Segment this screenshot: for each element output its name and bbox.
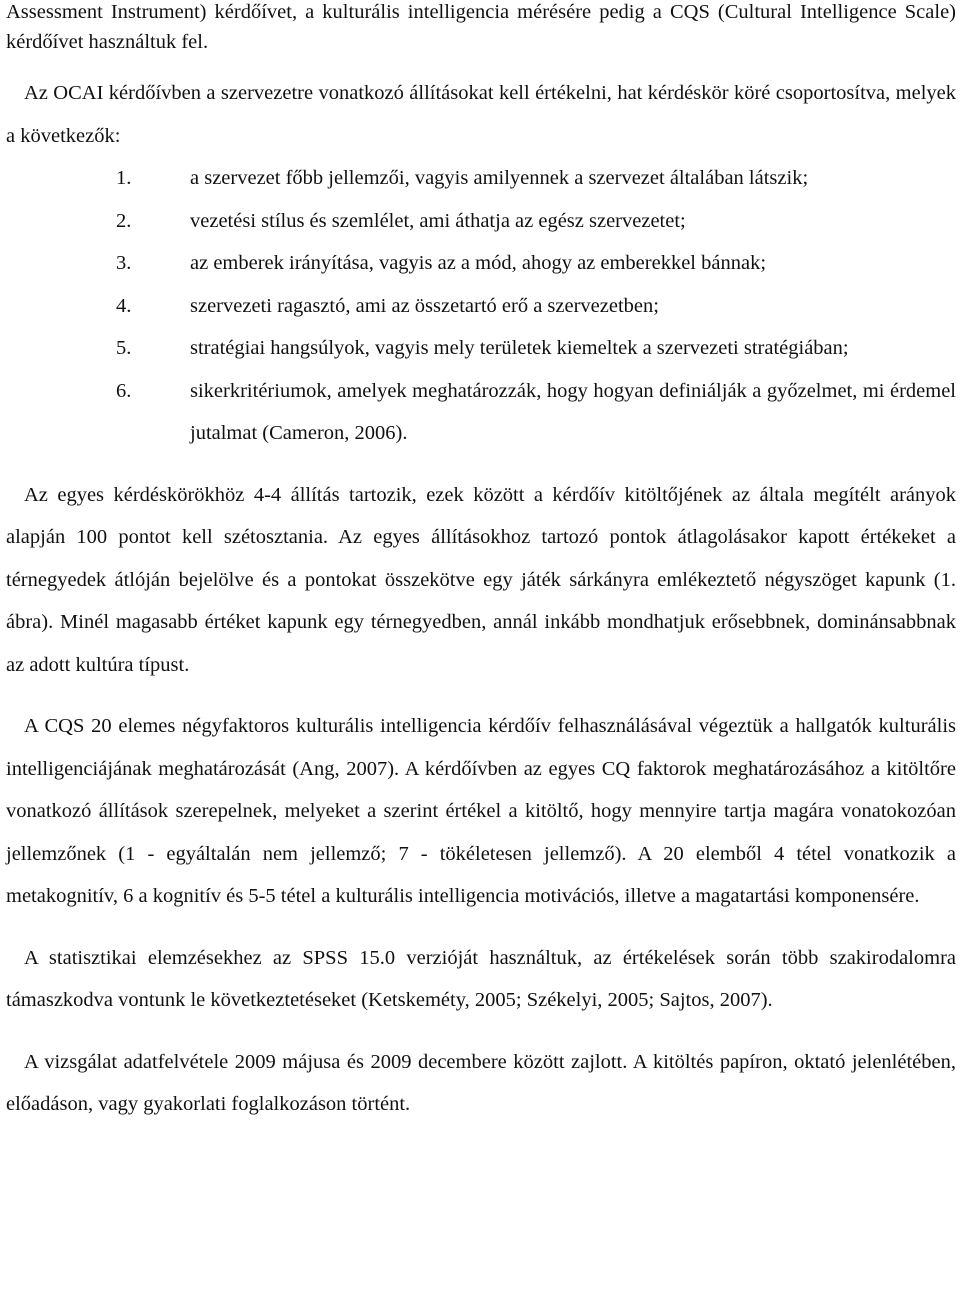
intro-paragraph: Assessment Instrument) kérdőívet, a kulturális intelligencia mérésére pedig a CQS (Cultural Intelligence Scale) kérdőívet használtuk fel. [6,1,956,53]
list-item-text: stratégiai hangsúlyok, vagyis mely területek kiemeltek a szervezeti stratégiában; [190,337,849,359]
list-item-number: 5. [116,337,132,359]
list-item [6,327,956,370]
list-item-number: 2. [116,209,132,232]
cqs-paragraph: A CQS 20 elemes négyfaktoros kulturális intelligencia kérdőív felhasználásával végeztük a hallgatók kulturális intelligenciájának meghatározását (Ang, 2007). A kérdőívben az egyes CQ faktorok meghatározásához a kitöltőre vonatkozó állítások szerepelnek, melyeket a szerint értékel a kitöltő, hogy mennyire tartja magára vonatokozóan jellemzőnek (1 - egyáltalán nem jellemző; 7 - tökéletesen jellemző). A 20 elemből 4 tétel vonatkozik a metakognitív, 6 a kognitív és 5-5 tétel a kulturális intelligencia motivációs, illetve a magatartási komponensére. [6,715,956,907]
list-item-number: 4. [116,294,132,317]
list-item-text: sikerkritériumok, amelyek meghatározzák, hogy hogyan definiálják a győzelmet, mi érdemel jutalmat (Cameron, 2006). [190,379,956,444]
list-item-text: vezetési stílus és szemlélet, ami áthatja az egész szervezetet; [190,209,686,232]
document-page [6,0,956,1126]
data-collection-paragraph: A vizsgálat adatfelvétele 2009 májusa és 2009 decembere között zajlott. A kitöltés papíron, oktató jelenlétében, előadáson, vagy gyakorlati foglalkozáson történt. [6,1050,956,1115]
list-item [6,242,956,285]
list-item-text: az emberek irányítása, vagyis az a mód, ahogy az emberekkel bánnak; [190,252,767,274]
statistics-paragraph: A statisztikai elemzésekhez az SPSS 15.0 verzióját használtuk, az értékelések során több szakirodalomra támaszkodva vontunk le következtetéseket (Ketskeméty, 2005; Székelyi, 2005; Sajtos, 2007). [6,946,956,1011]
list-item [6,157,956,200]
list-item-number: 1. [116,167,132,189]
scoring-paragraph: Az egyes kérdéskörökhöz 4-4 állítás tartozik, ezek között a kérdőív kitöltőjének az általa megítélt arányok alapján 100 pontot kell szétosztania. Az egyes állításokhoz tartozó pontok átlagolásakor kapott értékeket a térnegyedek átlóján bejelölve és a pontokat összekötve egy játék sárkányra emlékeztető négyszöget kapunk (1. ábra). Minél magasabb értéket kapunk egy térnegyedben, annál inkább mondhatjuk erősebbnek, dominánsabbnak az adott kultúra típust. [6,483,956,676]
list-item-number: 3. [116,252,132,274]
list-item-text: szervezeti ragasztó, ami az összetartó erő a szervezetben; [190,294,659,317]
list-item-number: 6. [116,379,132,402]
list-item [6,200,956,243]
list-item [6,370,956,455]
list-item-text: a szervezet főbb jellemzői, vagyis amilyennek a szervezet általában látszik; [190,167,809,189]
ocai-criteria-list [6,157,956,455]
ocai-intro-paragraph: Az OCAI kérdőívben a szervezetre vonatkozó állításokat kell értékelni, hat kérdéskör köré csoportosítva, melyek a következők: [6,82,956,147]
list-item [6,285,956,328]
